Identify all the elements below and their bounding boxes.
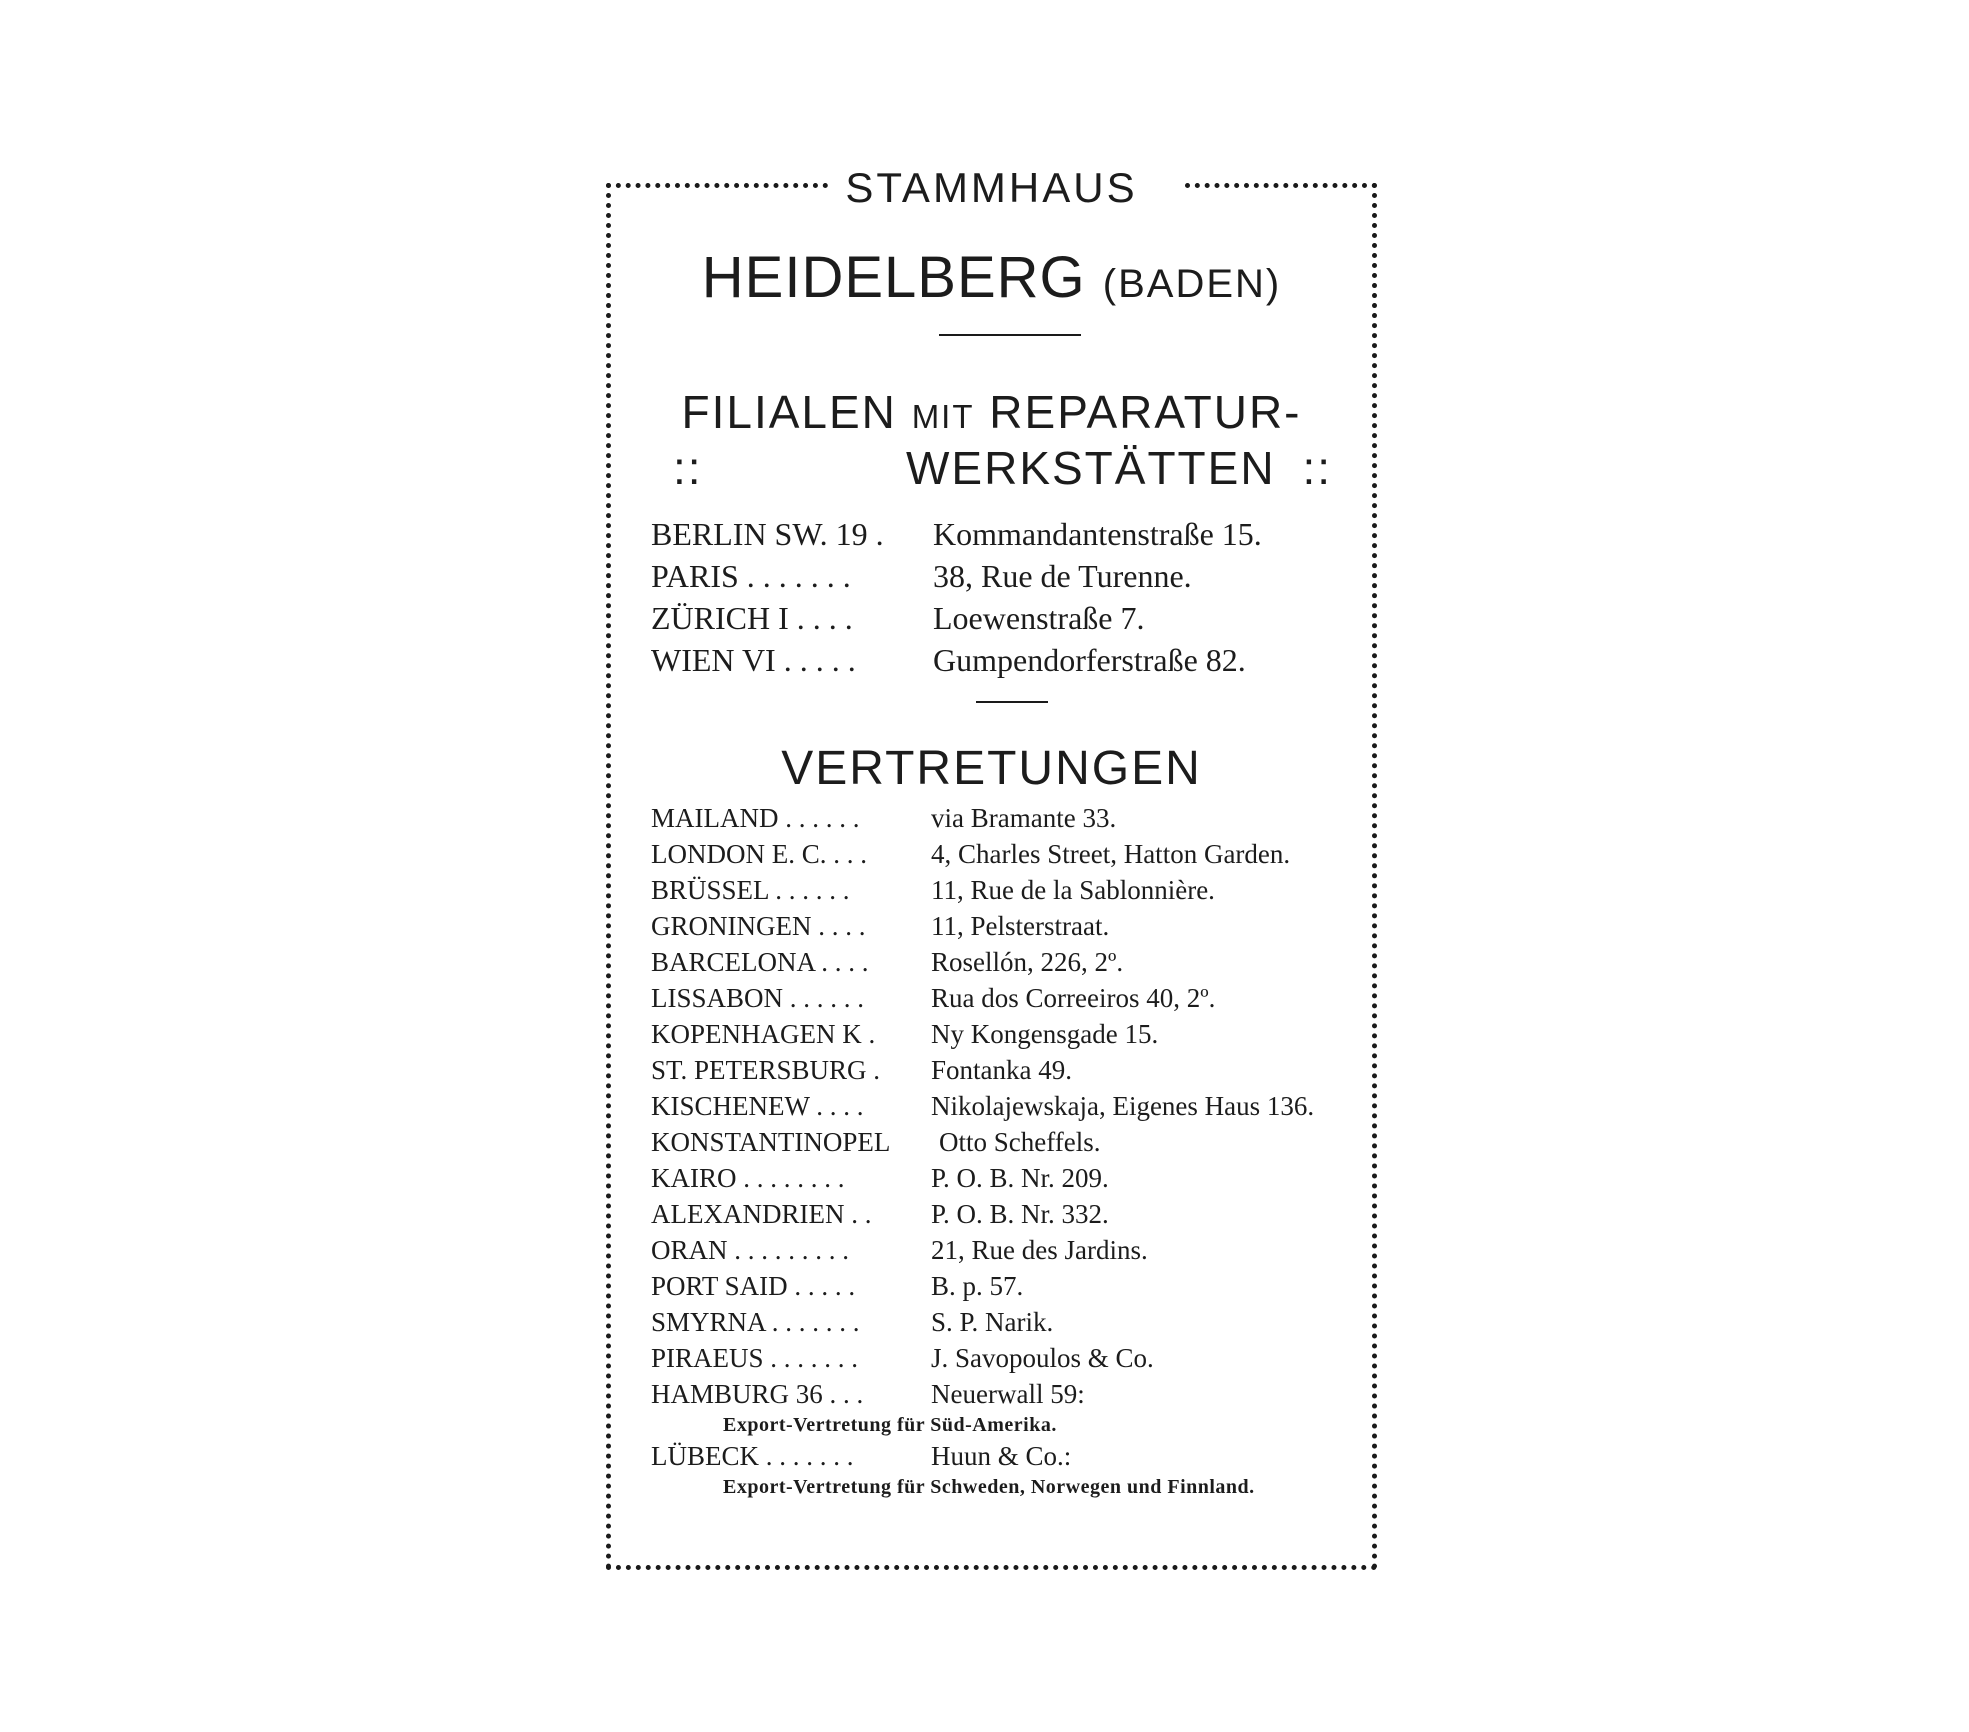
agency-city: BARCELONA . . . . xyxy=(651,947,869,977)
agency-city: ALEXANDRIEN . . xyxy=(651,1199,872,1229)
list-item xyxy=(651,980,1372,1016)
ornament-right: :: xyxy=(1302,442,1332,494)
agency-address: Fontanka 49. xyxy=(931,1055,1072,1085)
agency-city: KISCHENEW . . . . xyxy=(651,1091,864,1121)
agency-city: LÜBECK . . . . . . . xyxy=(651,1441,854,1471)
agency-city: ST. PETERSBURG . xyxy=(651,1055,881,1085)
filialen-heading xyxy=(611,386,1372,438)
agency-address: Nikolajewskaja, Eigenes Haus 136. xyxy=(931,1091,1315,1121)
agency-address: P. O. B. Nr. 332. xyxy=(931,1199,1109,1229)
list-item xyxy=(651,1160,1372,1196)
agency-address: 4, Charles Street, Hatton Garden. xyxy=(931,839,1291,869)
branch-address: 38, Rue de Turenne. xyxy=(933,558,1192,594)
agency-city: BRÜSSEL . . . . . . xyxy=(651,875,850,905)
divider-rule-short xyxy=(976,701,1048,703)
agency-address: B. p. 57. xyxy=(931,1271,1024,1301)
list-item xyxy=(651,908,1372,944)
city-heading xyxy=(611,245,1372,310)
agency-address: 21, Rue des Jardins. xyxy=(931,1235,1148,1265)
hamburg-export-note: Export-Vertretung für Süd-Amerika. xyxy=(723,1414,1057,1436)
agency-address: Huun & Co.: xyxy=(931,1441,1072,1471)
list-item xyxy=(651,1196,1372,1232)
list-item xyxy=(651,1438,1372,1474)
agency-city: PIRAEUS . . . . . . . xyxy=(651,1343,859,1373)
agency-city: ORAN . . . . . . . . . xyxy=(651,1235,850,1265)
agency-address: Otto Scheffels. xyxy=(939,1127,1101,1157)
branch-city: BERLIN SW. 19 . xyxy=(651,516,884,552)
list-item xyxy=(651,555,1372,597)
filialen-word: FILIALEN xyxy=(681,386,897,438)
agency-city: PORT SAID . . . . . xyxy=(651,1271,856,1301)
mit-word: MIT xyxy=(911,398,975,435)
list-item xyxy=(651,1232,1372,1268)
list-item xyxy=(651,800,1372,836)
agency-address: Rua dos Correeiros 40, 2º. xyxy=(931,983,1216,1013)
vertretungen-heading: VERTRETUNGEN xyxy=(781,742,1202,795)
agency-city: LONDON E. C. . . . xyxy=(651,839,867,869)
list-item xyxy=(651,1088,1372,1124)
list-item xyxy=(651,1304,1372,1340)
filialen-list xyxy=(651,513,1372,681)
stammhaus-heading: STAMMHAUS xyxy=(845,164,1138,211)
agency-address: P. O. B. Nr. 209. xyxy=(931,1163,1109,1193)
agency-city: MAILAND . . . . . . xyxy=(651,803,860,833)
list-item xyxy=(651,639,1372,681)
list-item xyxy=(651,836,1372,872)
region-name: (BADEN) xyxy=(1102,262,1282,306)
reparatur-word: REPARATUR- xyxy=(989,386,1302,438)
agency-city: KAIRO . . . . . . . . xyxy=(651,1163,845,1193)
agency-address: J. Savopoulos & Co. xyxy=(931,1343,1154,1373)
city-name: HEIDELBERG xyxy=(701,245,1086,310)
agency-city: LISSABON . . . . . . xyxy=(651,983,865,1013)
luebeck-export-note: Export-Vertretung für Schweden, Norwegen und Finnland. xyxy=(723,1476,1255,1498)
agency-address: Ny Kongensgade 15. xyxy=(931,1019,1159,1049)
branch-address: Gumpendorferstraße 82. xyxy=(933,642,1246,678)
list-item xyxy=(651,1268,1372,1304)
agency-city: KOPENHAGEN K . xyxy=(651,1019,876,1049)
list-item xyxy=(651,1016,1372,1052)
agency-address: 11, Pelsterstraat. xyxy=(931,911,1110,941)
agency-city: SMYRNA . . . . . . . xyxy=(651,1307,860,1337)
list-item xyxy=(651,944,1372,980)
agency-address: Rosellón, 226, 2º. xyxy=(931,947,1124,977)
agency-address: S. P. Narik. xyxy=(931,1307,1054,1337)
vertretungen-list xyxy=(651,800,1372,1500)
list-item xyxy=(651,1124,1372,1160)
ornament-left: :: xyxy=(673,442,703,494)
list-item xyxy=(651,1340,1372,1376)
agency-address: 11, Rue de la Sablonnière. xyxy=(931,875,1215,905)
werkstaetten-word: WERKSTÄTTEN xyxy=(906,442,1276,494)
list-item xyxy=(651,513,1372,555)
agency-address: via Bramante 33. xyxy=(931,803,1117,833)
branch-city: ZÜRICH I . . . . xyxy=(651,600,853,636)
dotted-border-frame xyxy=(606,164,1377,1570)
branch-city: PARIS . . . . . . . xyxy=(651,558,851,594)
agency-address: Neuerwall 59: xyxy=(931,1379,1085,1409)
agency-city: HAMBURG 36 . . . xyxy=(651,1379,864,1409)
agency-city: KONSTANTINOPEL xyxy=(651,1127,891,1157)
branch-city: WIEN VI . . . . . xyxy=(651,642,856,678)
branch-address: Loewenstraße 7. xyxy=(933,600,1145,636)
branch-address: Kommandantenstraße 15. xyxy=(933,516,1262,552)
list-item xyxy=(651,1376,1372,1412)
agency-city: GRONINGEN . . . . xyxy=(651,911,866,941)
divider-rule xyxy=(939,334,1081,336)
list-item xyxy=(651,872,1372,908)
list-item xyxy=(651,597,1372,639)
list-item xyxy=(651,1052,1372,1088)
